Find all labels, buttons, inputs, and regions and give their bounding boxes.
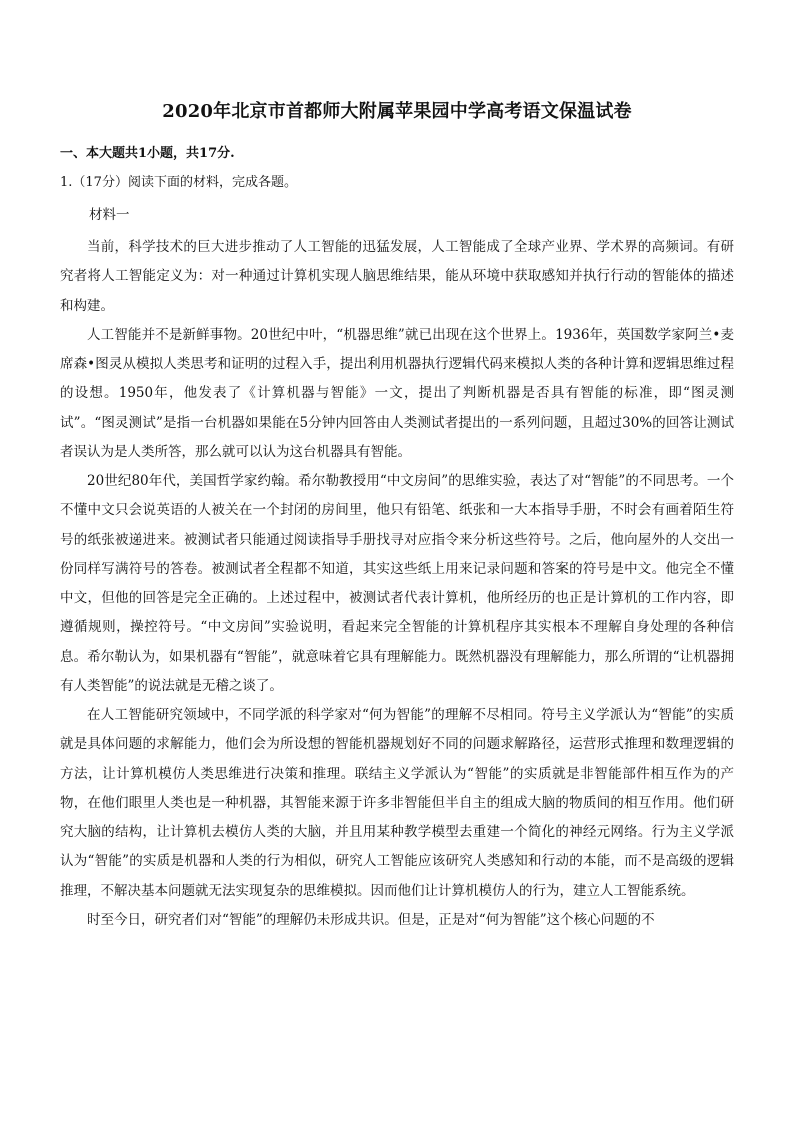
exam-title: 2020年北京市首都师大附属苹果园中学高考语文保温试卷 [162, 101, 632, 122]
section-header: 一、本大题共1小题，共17分. [60, 146, 235, 161]
paragraph-1: 当前，科学技术的巨大进步推动了人工智能的迅猛发展，人工智能成了全球产业界、学术界的高频词。有研究者将人工智能定义为：对一种通过计算机实现人脑思维结果，能从环境中获取感知并执行行动的智能体的描述和构建。 [60, 239, 734, 314]
question-prompt: 1.（17分）阅读下面的材料，完成各题。 [60, 175, 297, 190]
material-body [60, 233, 734, 935]
paragraph-4: 在人工智能研究领域中，不同学派的科学家对“何为智能”的理解不尽相同。符号主义学派认为“智能”的实质就是具体问题的求解能力，他们会为所设想的智能机器规划好不同的问题求解路径，运营形式推理和数理逻辑的方法，让计算机模仿人类思维进行决策和推理。联结主义学派认为“智能”的实质就是非智能部件相互作为的产物，在他们眼里人类也是一种机器，其智能来源于许多非智能但半自主的组成大脑的物质间的相互作用。他们研究大脑的结构，让计算机去模仿人类的大脑，并且用某种教学模型去重建一个简化的神经元网络。行为主义学派认为“智能”的实质是机器和人类的行为相似，研究人工智能应该研究人类感知和行动的本能，而不是高级的逻辑推理，不解决基本问题就无法实现复杂的思维模拟。因而他们让计算机模仿人的行为，建立人工智能系统。 [60, 707, 734, 899]
paragraph-3: 20世纪80年代，美国哲学家约翰。希尔勒教授用“中文房间”的思维实验，表达了对“智能”的不同思考。一个不懂中文只会说英语的人被关在一个封闭的房间里，他只有铅笔、纸张和一大本指导手册，不时会有画着陌生符号的纸张被递进来。被测试者只能通过阅读指导手册找寻对应指令来分析这些符号。之后，他向屋外的人交出一份同样写满符号的答卷。被测试者全程都不知道，其实这些纸上用来记录问题和答案的符号是中文。他完全不懂中文，但他的回答是完全正确的。上述过程中，被测试者代表计算机，他所经历的也正是计算机的工作内容，即遵循规则，操控符号。“中文房间”实验说明，看起来完全智能的计算机程序其实根本不理解自身处理的各种信息。希尔勒认为，如果机器有“智能”，就意味着它具有理解能力。既然机器没有理解能力，那么所谓的“让机器拥有人类智能”的说法就是无稽之谈了。 [60, 473, 734, 694]
paragraph-5: 时至今日，研究者们对“智能”的理解仍未形成共识。但是，正是对“何为智能”这个核心问题的不 [87, 911, 655, 928]
material-label: 材料一 [89, 207, 130, 223]
paragraph-2: 人工智能并不是新鲜事物。20世纪中叶，“机器思维”就已出现在这个世界上。1936年，英国数学家阿兰•麦席森•图灵从模拟人类思考和证明的过程入手，提出利用机器执行逻辑代码来模拟人类的各种计算和逻辑思维过程的设想。1950年，他发表了《计算机器与智能》一文，提出了判断机器是否具有智能的标准，即“图灵测试”。“图灵测试”是指一台机器如果能在5分钟内回答由人类测试者提出的一系列问题，且超过30%的回答让测试者误认为是人类所答，那么就可以认为这台机器具有智能。 [60, 326, 734, 460]
